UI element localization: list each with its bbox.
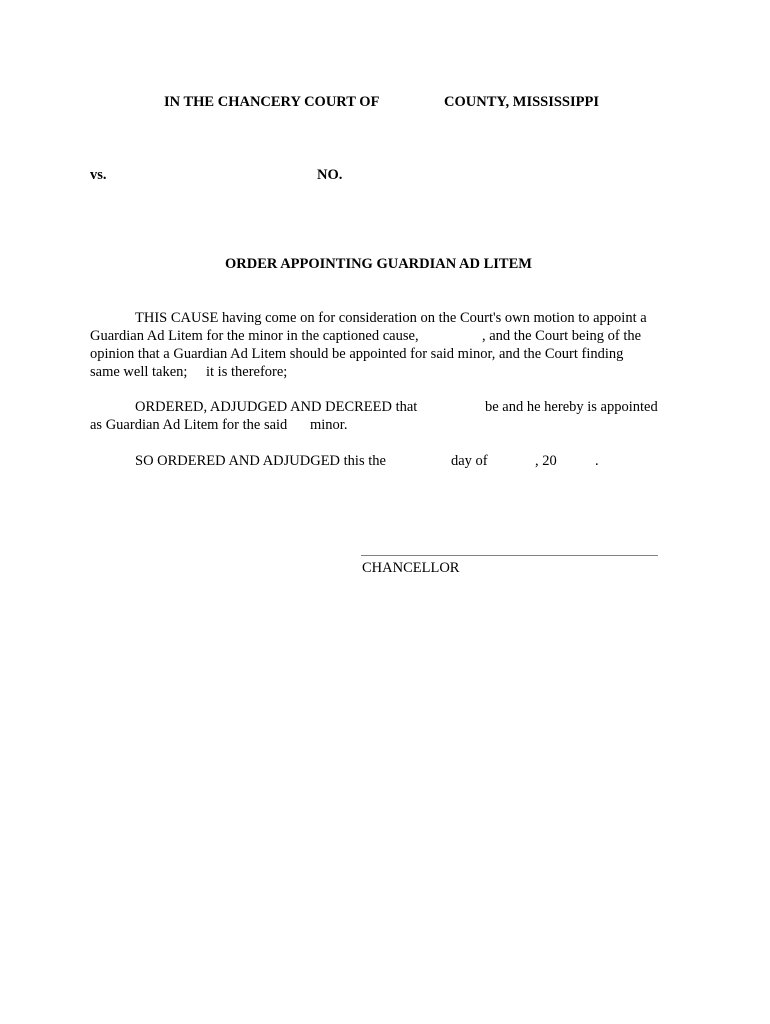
paragraph2-line2-start: as Guardian Ad Litem for the said — [90, 417, 288, 433]
paragraph3-day-of: day of — [451, 453, 488, 469]
caption-case-number-label: NO. — [317, 167, 343, 183]
paragraph2-line2-end: minor. — [310, 417, 348, 433]
paragraph1-line2-end: , and the Court being of the — [482, 328, 642, 344]
paragraph1-line1: THIS CAUSE having come on for consideration on the Court's own motion to appoint a — [135, 310, 647, 326]
paragraph3-period: . — [595, 453, 599, 469]
document-title: ORDER APPOINTING GUARDIAN AD LITEM — [225, 256, 532, 272]
court-name-right: COUNTY, MISSISSIPPI — [444, 94, 599, 110]
paragraph1-line3: opinion that a Guardian Ad Litem should be appointed for said minor, and the Court finding — [90, 346, 624, 362]
signature-title: CHANCELLOR — [362, 560, 460, 576]
paragraph1-line4-start: same well taken; — [90, 364, 188, 380]
paragraph2-line1-start: ORDERED, ADJUDGED AND DECREED that — [135, 399, 418, 415]
paragraph3-year-prefix: , 20 — [535, 453, 557, 469]
paragraph1-line2-start: Guardian Ad Litem for the minor in the captioned cause, — [90, 328, 419, 344]
court-name-left: IN THE CHANCERY COURT OF — [164, 94, 380, 110]
paragraph1-line4-end: it is therefore; — [206, 364, 288, 380]
caption-vs: vs. — [90, 167, 107, 183]
signature-line — [361, 555, 658, 556]
paragraph3-start: SO ORDERED AND ADJUDGED this the — [135, 453, 386, 469]
paragraph2-line1-end: be and he hereby is appointed — [485, 399, 658, 415]
